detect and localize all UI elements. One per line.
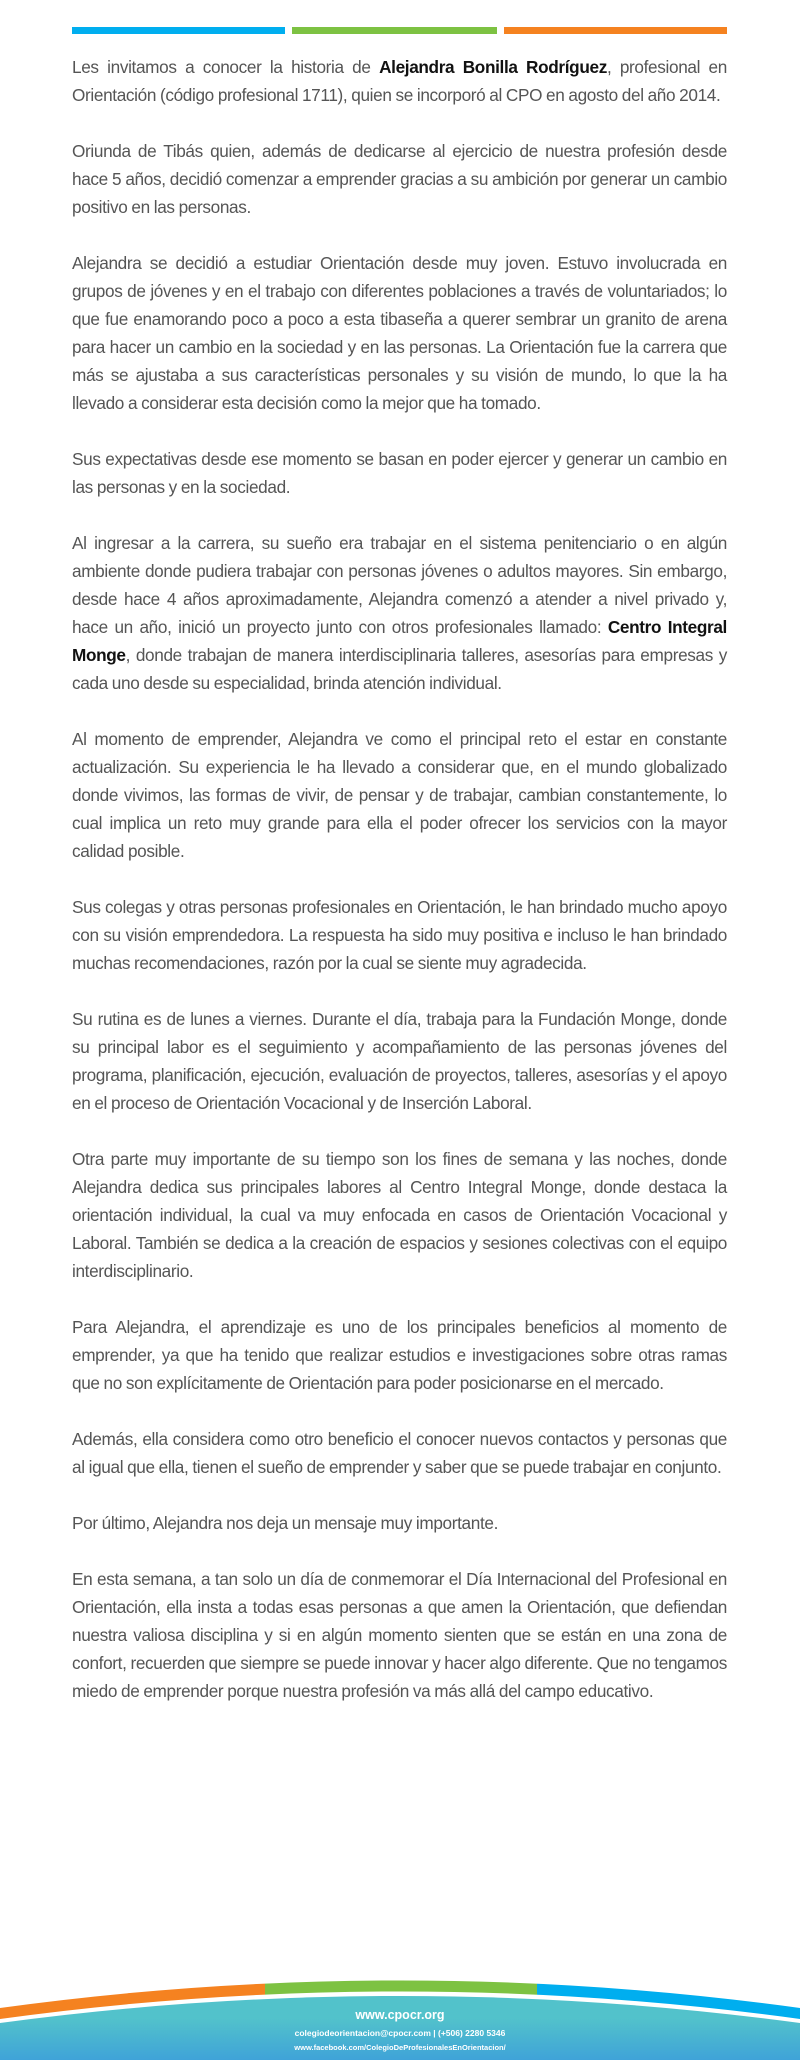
paragraph-text: Al momento de emprender, Alejandra ve como el principal reto el estar en constante actualización. Su experiencia le ha llevado a considerar que, en el mundo globalizado donde vivimos, las formas de vivir, de pensar y de trabajar, cambian constantemente, lo cual implica un reto muy grande para ella el poder ofrecer los servicios con la mayor calidad posible. (72, 729, 727, 861)
footer-contact[interactable]: colegiodeorientacion@cpocr.com | (+506) 2280 5346 (294, 2028, 506, 2038)
paragraph-text: Sus expectativas desde ese momento se basan en poder ejercer y generar un cambio en las personas y en la sociedad. (72, 449, 727, 497)
paragraph-text: Sus colegas y otras personas profesionales en Orientación, le han brindado mucho apoyo con su visión emprendedora. La respuesta ha sido muy positiva e incluso le han brindado muchas recomendaciones, razón por la cual se siente muy agradecida. (72, 897, 727, 973)
footer-facebook-link[interactable]: www.facebook.com/ColegioDeProfesionalesEnOrientacion/ (294, 2043, 506, 2052)
article-paragraph (72, 53, 727, 109)
article-paragraph (72, 725, 727, 865)
article-paragraph (72, 1145, 727, 1285)
article-paragraph (72, 1509, 727, 1537)
header-bar-green (292, 27, 497, 34)
article-paragraph (72, 893, 727, 977)
paragraph-text: Al ingresar a la carrera, su sueño era trabajar en el sistema penitenciario o en algún ambiente donde pudiera trabajar con personas jóvenes o adultos mayores. Sin embargo, desde hace 4 años aproximadamente, Alejandra comenzó a atender a nivel privado y, hace un año, inició un proyecto junto con otros profesionales llamado: (72, 533, 727, 637)
footer-website-link[interactable]: www.cpocr.org (355, 2008, 445, 2022)
paragraph-text: En esta semana, a tan solo un día de conmemorar el Día Internacional del Profesional en Orientación, ella insta a todas esas personas a que amen la Orientación, que defiendan nuestra valiosa disciplina y si en algún momento sienten que se están en una zona de confort, recuerden que siempre se puede innovar y hacer algo diferente. Que no tengamos miedo de emprender porque nuestra profesión va más allá del campo educativo. (72, 1569, 727, 1701)
paragraph-text: , donde trabajan de manera interdisciplinaria talleres, asesorías para empresas y cada uno desde su especialidad, brinda atención individual. (72, 645, 727, 693)
article-paragraph (72, 249, 727, 417)
paragraph-text: Alejandra se decidió a estudiar Orientación desde muy joven. Estuvo involucrada en grupos de jóvenes y en el trabajo con diferentes poblaciones a través de voluntariados; lo que fue enamorando poco a poco a esta tibaseña a querer sembrar un granito de arena para hacer un cambio en la sociedad y en las personas. La Orientación fue la carrera que más se ajustaba a sus características personales y su visión de mundo, lo que la ha llevado a considerar esta decisión como la mejor que ha tomado. (72, 253, 727, 413)
paragraph-text: , profesional en Orientación (código profesional 1711), quien se incorporó al CPO en agosto del año 2014. (72, 57, 727, 105)
header-bar-blue (72, 27, 285, 34)
article-paragraph (72, 1425, 727, 1481)
highlighted-name: Alejandra Bonilla Rodríguez (379, 57, 607, 77)
paragraph-text: Les invitamos a conocer la historia de (72, 57, 380, 77)
article-body (72, 53, 727, 1733)
article-paragraph (72, 1313, 727, 1397)
paragraph-text: Oriunda de Tibás quien, además de dedicarse al ejercicio de nuestra profesión desde hace 5 años, decidió comenzar a emprender gracias a su ambición por generar un cambio positivo en las personas. (72, 141, 727, 217)
article-paragraph (72, 137, 727, 221)
article-paragraph (72, 1005, 727, 1117)
footer (0, 1975, 800, 2060)
article-paragraph (72, 1565, 727, 1705)
article-paragraph (72, 529, 727, 697)
paragraph-text: Además, ella considera como otro beneficio el conocer nuevos contactos y personas que al igual que ella, tienen el sueño de emprender y saber que se puede trabajar en conjunto. (72, 1429, 727, 1477)
paragraph-text: Otra parte muy importante de su tiempo son los fines de semana y las noches, donde Alejandra dedica sus principales labores al Centro Integral Monge, donde destaca la orientación individual, la cual va muy enfocada en casos de Orientación Vocacional y Laboral. También se dedica a la creación de espacios y sesiones colectivas con el equipo interdisciplinario. (72, 1149, 727, 1281)
header-color-bars (72, 27, 727, 34)
highlighted-name: Centro Integral Monge (72, 617, 727, 665)
paragraph-text: Por último, Alejandra nos deja un mensaje muy importante. (72, 1513, 499, 1533)
header-bar-orange (504, 27, 727, 34)
paragraph-text: Para Alejandra, el aprendizaje es uno de los principales beneficios al momento de emprender, ya que ha tenido que realizar estudios e investigaciones sobre otras ramas que no son explícitamente de Orientación para poder posicionarse en el mercado. (72, 1317, 727, 1393)
paragraph-text: Su rutina es de lunes a viernes. Durante el día, trabaja para la Fundación Monge, donde su principal labor es el seguimiento y acompañamiento de las personas jóvenes del programa, planificación, ejecución, evaluación de proyectos, talleres, asesorías y el apoyo en el proceso de Orientación Vocacional y de Inserción Laboral. (72, 1009, 727, 1113)
article-paragraph (72, 445, 727, 501)
